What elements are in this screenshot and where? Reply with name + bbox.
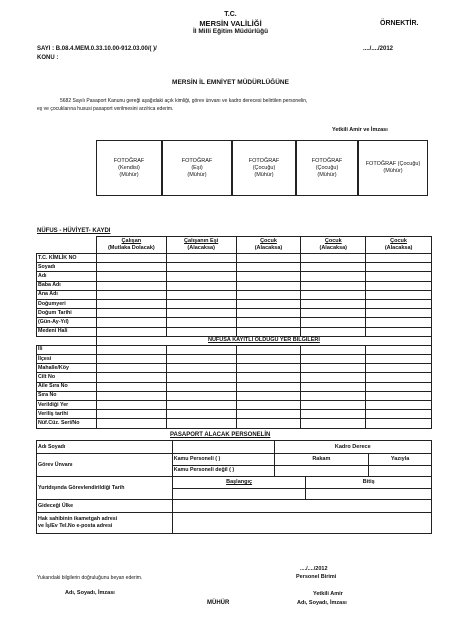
photo-owner: (Eşi) [191, 164, 203, 171]
entry-cell[interactable] [301, 318, 366, 327]
col-header-main: Çocuk [324, 238, 342, 244]
entry-cell[interactable] [96, 391, 166, 400]
row-label: Sıra No [37, 391, 97, 400]
entry-cell[interactable] [366, 382, 432, 391]
entry-cell[interactable] [301, 327, 366, 336]
entry-cell[interactable] [301, 391, 366, 400]
table-row [37, 355, 432, 364]
rakam-label: Rakam [274, 454, 369, 466]
header-tc: T.C. [224, 11, 237, 18]
col-header-sub: (Alacaksa) [187, 245, 215, 251]
entry-cell[interactable] [166, 419, 236, 428]
table-row [37, 281, 432, 290]
entry-cell[interactable] [166, 263, 236, 272]
col-header-sub: (Alacaksa) [319, 245, 348, 251]
table-row [37, 410, 432, 419]
entry-cell[interactable] [236, 401, 301, 410]
entry-cell[interactable] [301, 299, 366, 308]
body-line-1: 5682 Sayılı Pasaport Kanunu gereği aşağıdaki açık kimliği, görev ünvanı ve kadro derecesi belirtilen personelin, [60, 98, 308, 104]
header-governorship: MERSİN VALİLİĞİ [199, 19, 262, 28]
row-label: Doğumyeri [37, 299, 97, 308]
entry-cell[interactable] [366, 281, 432, 290]
sayi-line: SAYI : B.08.4.MEM.0.33.10.00-912.03.00/( )/ [37, 46, 157, 52]
col-header-main: Çalışan [121, 238, 142, 244]
yaziyla-label: Yazıyla [369, 454, 432, 466]
kamu-personeli-degil-option[interactable]: Kamu Personeli değil ( ) [172, 465, 274, 477]
entry-cell[interactable] [366, 318, 432, 327]
table-row [37, 254, 432, 263]
row-label: İlçesi [37, 355, 97, 364]
table-row [37, 382, 432, 391]
photo-label: FOTOĞRAF (Çocuğu) [365, 161, 421, 167]
entry-cell[interactable] [366, 401, 432, 410]
entry-cell[interactable] [166, 309, 236, 318]
table-row [37, 237, 432, 254]
ikamet-line-1: Hak sahibinin ikametgah adresi [38, 516, 118, 522]
table-row [37, 272, 432, 281]
row-label: Aile Sıra No [37, 382, 97, 391]
row-label: Yurtdışında Görevlendirildiği Tarih [37, 477, 173, 500]
row-label: Nüf.Cüz. Seri/No [37, 419, 97, 428]
entry-cell[interactable] [301, 373, 366, 382]
empty-cell [37, 237, 97, 254]
entry-cell[interactable] [369, 465, 432, 477]
col-header-main: Çalışanın Eşi [184, 238, 219, 244]
col-header-sub: (Alacaksa) [384, 245, 413, 251]
entry-cell[interactable] [236, 327, 301, 336]
table-row [37, 373, 432, 382]
photo-box-child-1 [232, 140, 296, 196]
right-signature: Adı, Soyadı, İmzası [297, 600, 347, 606]
photo-box-child-2 [296, 140, 358, 196]
entry-cell[interactable] [301, 382, 366, 391]
table-row [37, 290, 432, 299]
row-label: Doğum Tarihi [37, 309, 97, 318]
col-header-worker [96, 237, 166, 254]
photo-owner: (Kendisi) [118, 164, 140, 171]
entry-cell[interactable] [366, 299, 432, 308]
row-label: Soyadı [37, 263, 97, 272]
row-label: Gideceği Ülke [37, 500, 173, 513]
col-header-main: Çocuk [260, 238, 277, 244]
row-label: Mahalle/Köy [37, 364, 97, 373]
entry-cell[interactable] [301, 281, 366, 290]
signature-label: Yetkili Amir ve İmzası [332, 127, 388, 133]
photo-box-child-3 [358, 140, 428, 196]
table-row [37, 441, 432, 454]
table-row [37, 336, 432, 345]
entry-cell[interactable] [166, 327, 236, 336]
sample-stamp: ÖRNEKTİR. [380, 20, 419, 27]
entry-cell[interactable] [301, 272, 366, 281]
empty-cell [37, 336, 97, 345]
entry-cell[interactable] [366, 327, 432, 336]
row-label: Adı Soyadı [37, 441, 173, 454]
entry-cell[interactable] [301, 401, 366, 410]
row-label: İli [37, 345, 97, 354]
entry-cell[interactable] [172, 500, 431, 513]
kayit-title: NÜFUSA KAYITLI OLDUĞU YER BİLGİLERİ [96, 336, 431, 345]
col-header-child-1 [236, 237, 301, 254]
photo-owner: (Çocuğu) [315, 164, 339, 171]
entry-cell[interactable] [366, 355, 432, 364]
table-row [37, 419, 432, 428]
entry-cell[interactable] [236, 309, 301, 318]
entry-cell[interactable] [236, 382, 301, 391]
yetkili-amir: Yetkili Amir [313, 591, 343, 597]
entry-cell[interactable] [96, 290, 166, 299]
header-directorate: İl Milli Eğitim Müdürlüğü [192, 28, 269, 35]
entry-cell[interactable] [366, 290, 432, 299]
entry-cell[interactable] [301, 290, 366, 299]
photo-seal: (Mühür) [187, 171, 207, 178]
ikamet-line-2: ve İş/Ev Tel.No e-posta adresi [38, 523, 113, 529]
entry-cell[interactable] [301, 364, 366, 373]
entry-cell[interactable] [274, 465, 369, 477]
col-header-sub: (Alacaksa) [254, 245, 283, 251]
entry-cell[interactable] [96, 254, 166, 263]
entry-cell[interactable] [96, 410, 166, 419]
entry-cell[interactable] [236, 345, 301, 354]
entry-cell[interactable] [96, 318, 166, 327]
entry-cell[interactable] [366, 364, 432, 373]
entry-cell[interactable] [236, 318, 301, 327]
table-row [37, 500, 432, 513]
nufus-title: NÜFUS - HÜVİYET- KAYDI [37, 228, 111, 234]
personel-birimi: Personel Birimi [296, 574, 337, 580]
kamu-personeli-option[interactable]: Kamu Personeli ( ) [172, 454, 274, 466]
photo-label: FOTOĞRAF [113, 157, 145, 164]
entry-cell[interactable] [366, 419, 432, 428]
photo-label: FOTOĞRAF [311, 157, 343, 164]
photo-label: FOTOĞRAF [248, 157, 280, 164]
row-label: Verildiği Yer [37, 401, 97, 410]
entry-cell[interactable] [301, 254, 366, 263]
entry-cell[interactable] [236, 410, 301, 419]
footer-date: ..../..../2012 [300, 566, 328, 572]
entry-cell[interactable] [306, 488, 432, 500]
entry-cell[interactable] [301, 309, 366, 318]
nufus-table [36, 236, 432, 429]
table-row [37, 318, 432, 327]
entry-cell[interactable] [366, 254, 432, 263]
baslangic-label: Başlangıç [172, 477, 306, 489]
seal-label: MÜHÜR [207, 600, 230, 606]
pasaport-table [36, 440, 432, 534]
entry-cell[interactable] [236, 290, 301, 299]
entry-cell[interactable] [301, 355, 366, 364]
entry-cell[interactable] [96, 309, 166, 318]
entry-cell[interactable] [236, 391, 301, 400]
table-row [37, 477, 432, 489]
entry-cell[interactable] [166, 391, 236, 400]
entry-cell[interactable] [166, 373, 236, 382]
entry-cell[interactable] [301, 263, 366, 272]
row-label: Veriliş tarihi [37, 410, 97, 419]
table-row [37, 391, 432, 400]
entry-cell[interactable] [166, 355, 236, 364]
row-label: Ana Adı [37, 290, 97, 299]
entry-cell[interactable] [166, 345, 236, 354]
kadro-derece-label: Kadro Derece [274, 441, 431, 454]
entry-cell[interactable] [301, 345, 366, 354]
entry-cell[interactable] [96, 345, 166, 354]
col-header-main: Çocuk [390, 238, 407, 244]
body-line-2: eş ve çocuklarına hususi pasaport verilmesini arz/rica ederim. [37, 106, 174, 112]
entry-cell[interactable] [166, 281, 236, 290]
entry-cell[interactable] [236, 299, 301, 308]
entry-cell[interactable] [166, 254, 236, 263]
row-label [37, 513, 173, 534]
photo-seal: (Mühür) [119, 171, 139, 178]
entry-cell[interactable] [366, 272, 432, 281]
row-label: (Gün-Ay-Yıl) [37, 318, 97, 327]
entry-cell[interactable] [96, 355, 166, 364]
photo-box-self [96, 140, 162, 196]
entry-cell[interactable] [301, 410, 366, 419]
col-header-spouse [166, 237, 236, 254]
table-row [37, 401, 432, 410]
left-signature: Adı, Soyadı, İmzası [65, 590, 115, 596]
entry-cell[interactable] [236, 419, 301, 428]
entry-cell[interactable] [236, 364, 301, 373]
entry-cell[interactable] [166, 272, 236, 281]
col-header-sub: (Mutlaka Dolacak) [107, 245, 155, 251]
addressee: MERSİN İL EMNİYET MÜDÜRLÜĞÜNE [172, 79, 289, 86]
header-date: ..../..../2012 [363, 46, 394, 52]
entry-cell[interactable] [96, 382, 166, 391]
entry-cell[interactable] [166, 290, 236, 299]
entry-cell[interactable] [236, 373, 301, 382]
table-row [37, 513, 432, 534]
table-row [37, 263, 432, 272]
entry-cell[interactable] [366, 391, 432, 400]
entry-cell[interactable] [366, 373, 432, 382]
entry-cell[interactable] [236, 254, 301, 263]
col-header-child-3 [366, 237, 432, 254]
photo-seal: (Mühür) [254, 171, 274, 178]
col-header-child-2 [301, 237, 366, 254]
entry-cell[interactable] [172, 513, 431, 534]
entry-cell[interactable] [96, 272, 166, 281]
row-label: Cilt No [37, 373, 97, 382]
entry-cell[interactable] [96, 281, 166, 290]
entry-cell[interactable] [166, 410, 236, 419]
entry-cell[interactable] [366, 263, 432, 272]
entry-cell[interactable] [166, 401, 236, 410]
entry-cell[interactable] [301, 419, 366, 428]
entry-cell[interactable] [172, 488, 306, 500]
certify-statement: Yukarıdaki bilgilerin doğruluğunu beyan ederim. [37, 575, 143, 581]
row-label: Adı [37, 272, 97, 281]
entry-cell[interactable] [236, 355, 301, 364]
table-row [37, 327, 432, 336]
table-row [37, 364, 432, 373]
entry-cell[interactable] [96, 419, 166, 428]
entry-cell[interactable] [96, 299, 166, 308]
photo-seal: (Mühür) [383, 168, 403, 174]
entry-cell[interactable] [96, 364, 166, 373]
entry-cell[interactable] [166, 318, 236, 327]
pasaport-title: PASAPORT ALACAK PERSONELİN [170, 432, 271, 438]
entry-cell[interactable] [96, 263, 166, 272]
table-row [37, 309, 432, 318]
entry-cell[interactable] [366, 410, 432, 419]
row-label: Görev Ünvanı [37, 454, 173, 477]
entry-cell[interactable] [166, 382, 236, 391]
photo-owner: (Çocuğu) [252, 164, 276, 171]
entry-cell[interactable] [366, 309, 432, 318]
row-label: T.C. KİMLİK NO [37, 254, 97, 263]
entry-cell[interactable] [166, 364, 236, 373]
entry-cell[interactable] [96, 327, 166, 336]
entry-cell[interactable] [236, 281, 301, 290]
photo-label: FOTOĞRAF [181, 157, 213, 164]
entry-cell[interactable] [172, 441, 274, 454]
bitis-label: Bitiş [306, 477, 432, 489]
konu-line: KONU : [37, 55, 59, 61]
entry-cell[interactable] [166, 299, 236, 308]
entry-cell[interactable] [96, 373, 166, 382]
photo-seal: (Mühür) [317, 171, 337, 178]
entry-cell[interactable] [236, 272, 301, 281]
entry-cell[interactable] [366, 345, 432, 354]
table-row [37, 345, 432, 354]
entry-cell[interactable] [96, 401, 166, 410]
photo-box-spouse [162, 140, 232, 196]
table-row [37, 299, 432, 308]
row-label: Medeni Hali [37, 327, 97, 336]
table-row [37, 454, 432, 466]
entry-cell[interactable] [236, 263, 301, 272]
row-label: Baba Adı [37, 281, 97, 290]
